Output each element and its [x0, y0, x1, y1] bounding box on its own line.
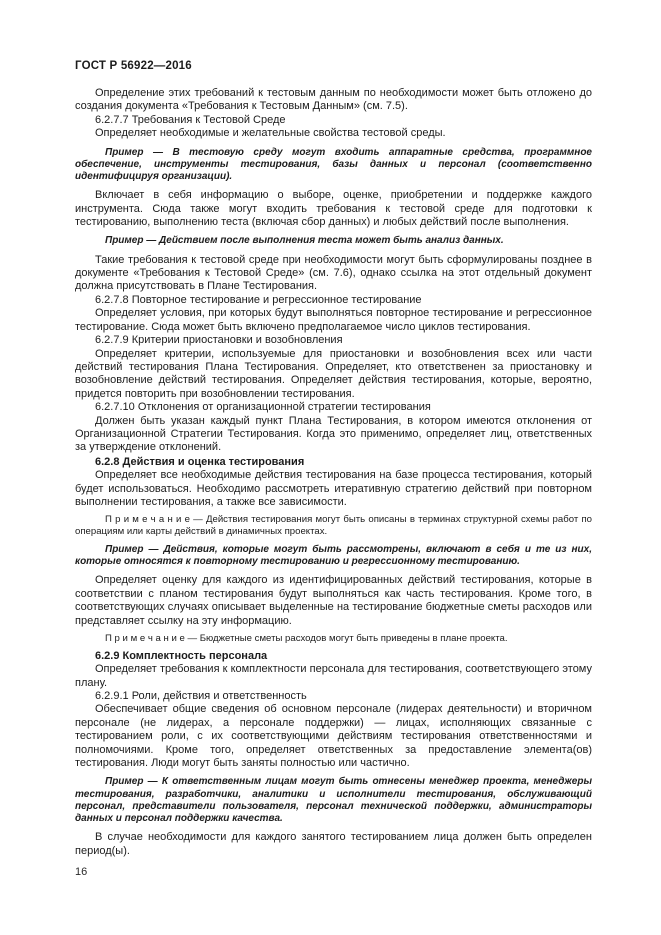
paragraph-body: Должен быть указан каждый пункт Плана Тестирования, в котором имеются отклонения от Организационной Стратегии Тестирования. Когда это применимо, определяет лиц, ответственных за утверждение отклонений.	[75, 414, 592, 454]
paragraph-body: Определяет необходимые и желательные свойства тестовой среды.	[95, 127, 446, 140]
paragraph-body: Определяет оценку для каждого из идентифицированных действий тестирования, которые в соответствии с планом тестирования будут выполняться как часть тестирования. Кроме того, в соответствующих случаях описывает выделенные на тестирование бюджетные сметы расходов или представляет ссылку на эту информацию.	[75, 574, 592, 627]
paragraph-heading: 6.2.9 Комплектность персонала	[95, 649, 268, 662]
paragraph-example: Пример — Действия, которые могут быть рассмотрены, включают в себя и те из них, которые относятся к повторному тестированию и регрессионному тестированию.	[75, 543, 592, 568]
paragraph-body: Такие требования к тестовой среде при необходимости могут быть сформулированы позднее в документе «Требования к Тестовой Среде» (см. 7.6), однако ссылка на этот отдельный документ должна присутствовать в Плане Тестирования.	[75, 253, 592, 293]
paragraph-subheading: 6.2.7.9 Критерии приостановки и возобновления	[95, 334, 343, 347]
paragraph-body: Определяет условия, при которых будут выполняться повторное тестирование и регрессионное тестирование. Сюда может быть включено предполагаемое число циклов тестирования.	[75, 307, 592, 333]
paragraph-subheading: 6.2.7.10 Отклонения от организационной стратегии тестирования	[95, 401, 431, 414]
paragraph-note: П р и м е ч а н и е — Бюджетные сметы расходов могут быть приведены в плане проекта.	[105, 633, 508, 644]
paragraph-body: Определяет критерии, используемые для приостановки и возобновления всех или части действий тестирования Плана Тестирования. Определяет, кто ответственен за приостановку и возобновление действий тестирования. Определяет действия тестирования, которые, вероятно, придется повторить при возобновлении тестирования.	[75, 347, 592, 400]
paragraph-body: Обеспечивает общие сведения об основном персонале (лидерах деятельности) и вторичном персонале (не лидерах, а персонале поддержки) — лицах, исполняющих связанные с тестированием роли, с их соответствующими действиям тестирования ответственностями и полномочиями. Кроме того, определяет ответственных за предоставление элемента(ов) тестирования. Люди могут быть заняты полностью или частично.	[75, 703, 592, 770]
paragraph-heading: 6.2.8 Действия и оценка тестирования	[95, 455, 305, 468]
paragraph-body: Включает в себя информацию о выборе, оценке, приобретении и поддержке каждого инструмента. Сюда также могут входить требования к тестовой среде для подготовки к тестированию, выполнению теста (включая сбор данных) и любых действий после выполнения.	[75, 189, 592, 229]
paragraph-example: Пример — К ответственным лицам могут быть отнесены менеджер проекта, менеджеры тестирования, разработчики, аналитики и исполнители тестирования, обслуживающий персонал, представители пользователя, персонал технической поддержки, администраторы данных и персонал поддержки качества.	[75, 776, 592, 825]
document-body	[75, 87, 592, 858]
paragraph-body: Определяет требования к комплектности персонала для тестирования, соответствующего этому плану.	[75, 663, 592, 689]
paragraph-body: В случае необходимости для каждого занятого тестированием лица должен быть определен период(ы).	[75, 831, 592, 857]
document-header: ГОСТ Р 56922—2016	[75, 60, 192, 72]
paragraph-subheading: 6.2.7.7 Требования к Тестовой Среде	[95, 113, 286, 126]
paragraph-note: П р и м е ч а н и е — Действия тестирования могут быть описаны в терминах структурной схемы работ по операциям или карты действий в динамичных проектах.	[75, 514, 592, 538]
paragraph-subheading: 6.2.7.8 Повторное тестирование и регрессионное тестирование	[95, 293, 422, 306]
paragraph-example: Пример — В тестовую среду могут входить аппаратные средства, программное обеспечение, инструменты тестирования, базы данных и персонал (соответственно идентифицируя организации).	[75, 146, 592, 183]
paragraph-body: Определение этих требований к тестовым данным по необходимости может быть отложено до создания документа «Требования к Тестовым Данным» (см. 7.5).	[75, 87, 592, 113]
page-number: 16	[75, 866, 88, 878]
paragraph-example: Пример — Действием после выполнения теста может быть анализ данных.	[105, 235, 504, 247]
paragraph-subheading: 6.2.9.1 Роли, действия и ответственность	[95, 690, 307, 703]
paragraph-body: Определяет все необходимые действия тестирования на базе процесса тестирования, который будет использоваться. Необходимо рассмотреть итеративную стратегию действий при повторном выполнении тестирования, а также все зависимости.	[75, 469, 592, 508]
